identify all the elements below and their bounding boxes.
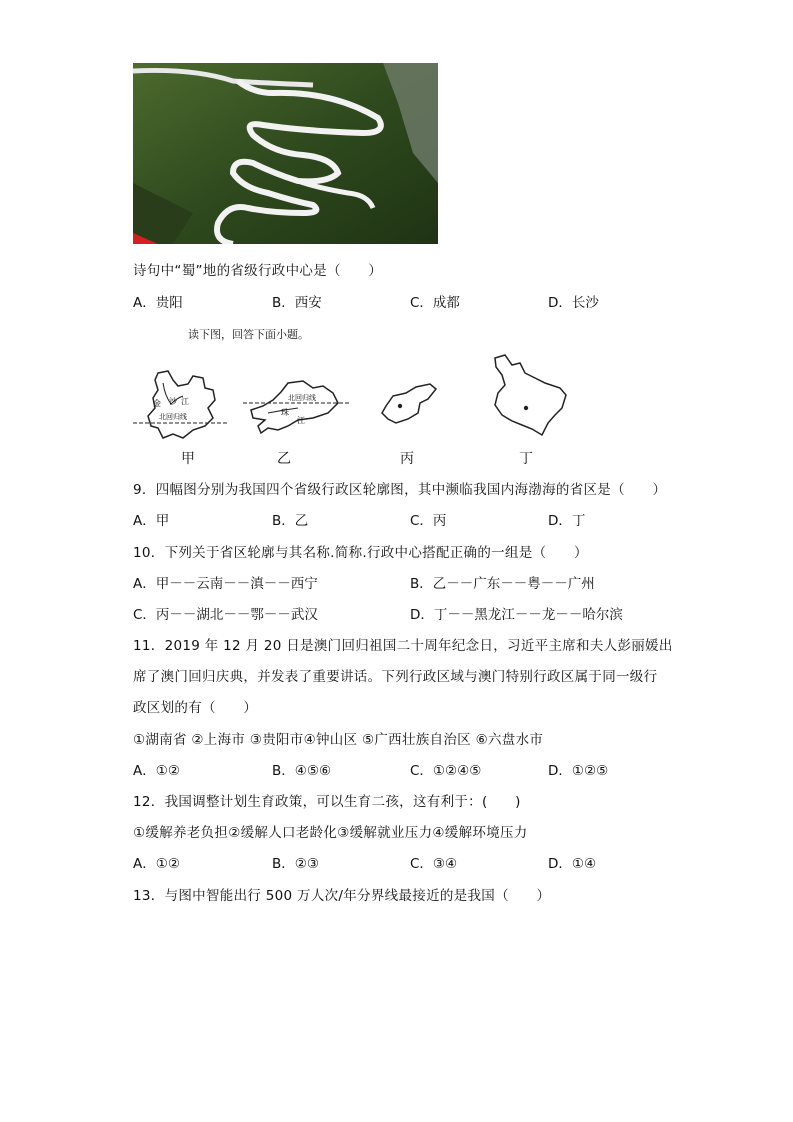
- map-bing: [378, 381, 440, 426]
- q12-items: ①缓解养老负担②缓解人口老龄化③缓解就业压力④缓解环境压力: [133, 825, 528, 841]
- yi-label-tropic: 北回归线: [288, 394, 316, 402]
- jia-label-jin: 金: [153, 399, 161, 408]
- q13-stem: 13．与图中智能出行 500 万人次/年分界线最接近的是我国（ ）: [133, 888, 551, 904]
- q10-option-a: A．甲－－云南－－滇－－西宁: [133, 576, 318, 592]
- q11-option-a: A．①②: [133, 763, 180, 779]
- mountain-road-photo: [133, 63, 438, 244]
- q12-option-a: A．①②: [133, 856, 180, 872]
- q8-option-c: C．成都: [410, 295, 460, 311]
- q9-option-b: B．乙: [272, 513, 309, 529]
- q10-option-b: B．乙－－广东－－粤－－广州: [410, 576, 595, 592]
- q8-option-a: A．贵阳: [133, 295, 183, 311]
- q8-option-b: B．西安: [272, 295, 322, 311]
- jia-label-tropic: 北回归线: [159, 413, 187, 421]
- q11-items: ①湖南省 ②上海市 ③贵阳市④钟山区 ⑤广西壮族自治区 ⑥六盘水市: [133, 732, 544, 748]
- q10-stem: 10．下列关于省区轮廓与其名称.简称.行政中心搭配正确的一组是（ ）: [133, 545, 588, 561]
- q11-stem-line-1: 11．2019 年 12 月 20 日是澳门回归祖国二十周年纪念日，习近平主席和夫人彭丽媛出: [133, 638, 673, 654]
- map-ding: [490, 353, 570, 438]
- q12-option-b: B．②③: [272, 856, 319, 872]
- yi-label-zhu: 珠: [281, 408, 289, 417]
- map-yi: [243, 378, 350, 438]
- q12-option-c: C．③④: [410, 856, 458, 872]
- q10-option-d: D．丁－－黑龙江－－龙－－哈尔滨: [410, 607, 623, 623]
- q11-stem-line-3: 政区划的有（ ）: [133, 700, 258, 716]
- q11-option-d: D．①②⑤: [548, 763, 609, 779]
- yi-label-jiang: 江: [297, 416, 305, 425]
- q11-option-b: B．④⑤⑥: [272, 763, 332, 779]
- map-hint: 读下图，回答下面小题。: [188, 328, 309, 341]
- q9-option-a: A．甲: [133, 513, 170, 529]
- jia-label-sha: 沙: [169, 397, 177, 406]
- map-caption-ding: 丁: [519, 451, 533, 467]
- map-caption-yi: 乙: [277, 451, 291, 467]
- map-jia: [133, 368, 228, 443]
- q12-option-d: D．①④: [548, 856, 597, 872]
- jia-label-jiang: 江: [181, 397, 189, 406]
- map-caption-jia: 甲: [181, 451, 195, 467]
- map-caption-bing: 丙: [400, 451, 414, 467]
- q11-stem-line-2: 席了澳门回归庆典，并发表了重要讲话。下列行政区域与澳门特别行政区属于同一级行: [133, 669, 658, 685]
- q10-option-c: C．丙－－湖北－－鄂－－武汉: [133, 607, 318, 623]
- q9-option-c: C．丙: [410, 513, 447, 529]
- q9-option-d: D．丁: [548, 513, 586, 529]
- q9-stem: 9．四幅图分别为我国四个省级行政区轮廓图，其中濒临我国内海渤海的省区是（ ）: [133, 482, 667, 498]
- q12-stem: 12．我国调整计划生育政策，可以生育二孩，这有利于：( ): [133, 794, 521, 810]
- q8-stem: 诗句中“蜀”地的省级行政中心是（ ）: [133, 263, 383, 279]
- q8-option-d: D．长沙: [548, 295, 599, 311]
- q11-option-c: C．①②④⑤: [410, 763, 482, 779]
